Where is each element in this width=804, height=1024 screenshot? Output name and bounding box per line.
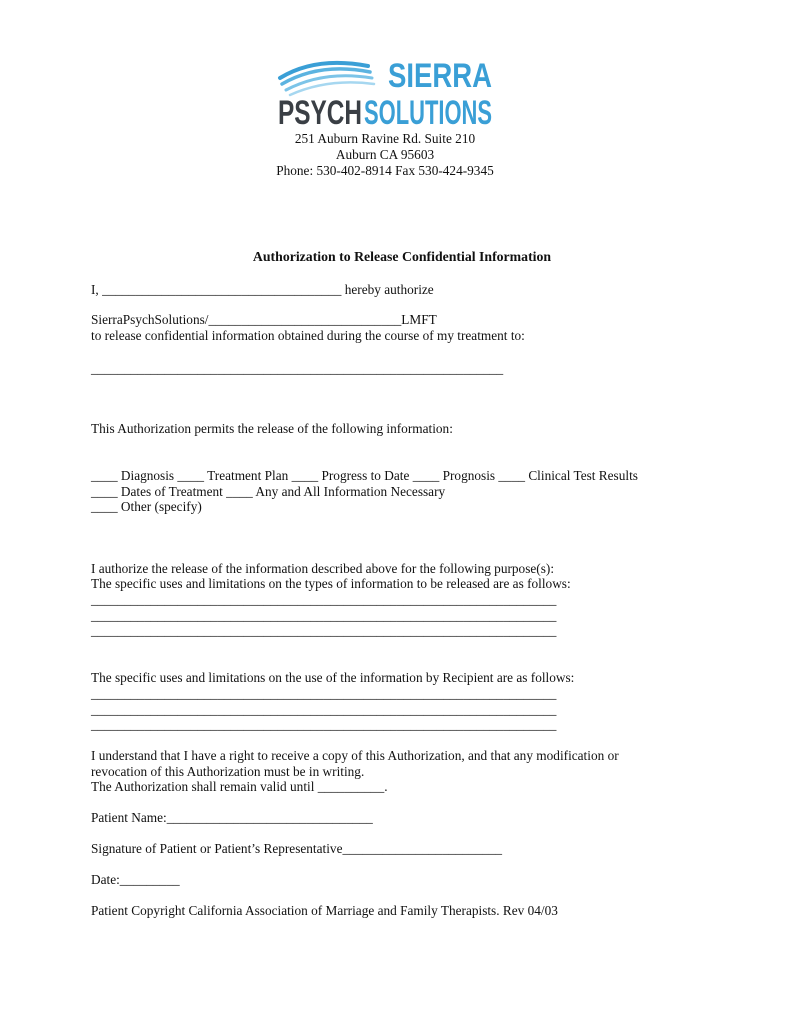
company-logo <box>276 57 494 132</box>
address-block <box>0 131 770 179</box>
authorize-line: I, ____________________________________ hereby authorize <box>91 282 434 297</box>
uses-blank-3: ______________________________________________________________________ <box>91 623 557 638</box>
uses-blank-1: ______________________________________________________________________ <box>91 592 557 607</box>
recipient-blank-2: ______________________________________________________________________ <box>91 702 557 717</box>
address-phone: Phone: 530-402-8914 Fax 530-424-9345 <box>276 163 494 178</box>
recipient-uses-line: The specific uses and limitations on the use of the information by Recipient are as follows: <box>91 670 575 685</box>
logo-word-psych: PSYCH <box>278 94 362 132</box>
address-city: Auburn CA 95603 <box>335 147 435 162</box>
address-street: 251 Auburn Ravine Rd. Suite 210 <box>294 131 476 146</box>
info-items-line-1: ____ Diagnosis ____ Treatment Plan ____ Progress to Date ____ Prognosis ____ Clinical Test Results <box>91 468 638 483</box>
recipient-blank-1: ______________________________________________________________________ <box>91 686 557 701</box>
date-field: Date:_________ <box>91 872 180 887</box>
signature-field: Signature of Patient or Patient’s Representative________________________ <box>91 841 503 856</box>
recipient-blank-3: ______________________________________________________________________ <box>91 717 557 732</box>
patient-name-field: Patient Name:_______________________________ <box>91 810 373 825</box>
release-line: to release confidential information obtained during the course of my treatment to: <box>91 328 525 343</box>
provider-line: SierraPsychSolutions/_____________________________LMFT <box>91 312 437 327</box>
info-items-line-2: ____ Dates of Treatment ____ Any and All Information Necessary <box>91 484 446 499</box>
footer-copyright: Patient Copyright California Association of Marriage and Family Therapists. Rev 04/03 <box>91 903 558 918</box>
logo-word-solutions: SOLUTIONS <box>364 94 492 132</box>
rights-line-2: revocation of this Authorization must be in writing. <box>91 764 365 779</box>
rights-line-1: I understand that I have a right to receive a copy of this Authorization, and that any modification or <box>91 748 619 763</box>
logo-graphic <box>276 57 494 132</box>
logo-word-sierra: SIERRA <box>388 57 492 95</box>
info-items-line-3: ____ Other (specify) <box>91 499 202 514</box>
recipient-blank: ______________________________________________________________ <box>91 361 504 376</box>
logo-swoosh-icon <box>280 63 374 95</box>
form-title: Authorization to Release Confidential Information <box>252 249 552 264</box>
uses-blank-2: ______________________________________________________________________ <box>91 608 557 623</box>
purpose-line: I authorize the release of the information described above for the following purpose(s): <box>91 561 555 576</box>
uses-types-line: The specific uses and limitations on the types of information to be released are as follows: <box>91 576 571 591</box>
rights-line-3: The Authorization shall remain valid until __________. <box>91 779 388 794</box>
permits-line: This Authorization permits the release of the following information: <box>91 421 453 436</box>
